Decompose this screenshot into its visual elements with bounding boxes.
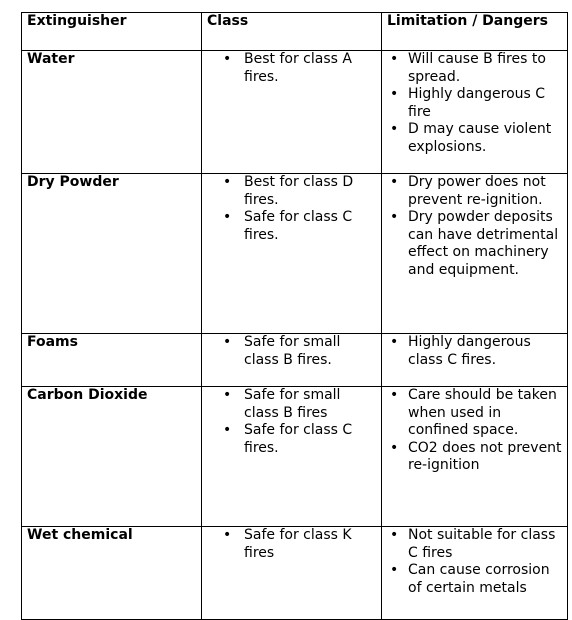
class-list-item: • Best for class A fires. <box>207 51 377 86</box>
header-row <box>22 13 568 51</box>
class-list-item: • Safe for class K fires <box>207 527 377 562</box>
limitation-list <box>387 174 563 279</box>
limitation-cell <box>382 174 568 334</box>
class-list <box>207 527 377 562</box>
extinguisher-name: Carbon Dioxide <box>22 387 202 527</box>
class-list <box>207 174 377 244</box>
class-cell <box>202 387 382 527</box>
limitation-list-item: • Highly dangerous class C fires. <box>387 334 563 369</box>
limitation-cell <box>382 51 568 174</box>
class-list-item: • Safe for class C fires. <box>207 422 377 457</box>
table-row <box>22 174 568 334</box>
limitation-list <box>387 527 563 597</box>
class-cell <box>202 51 382 174</box>
limitation-cell <box>382 387 568 527</box>
table-row <box>22 527 568 620</box>
class-cell <box>202 174 382 334</box>
extinguisher-table <box>21 12 568 620</box>
limitation-list <box>387 51 563 156</box>
limitation-list-item: • Dry powder deposits can have detrimental effect on machinery and equipment. <box>387 209 563 279</box>
limitation-list-item: • Will cause B fires to spread. <box>387 51 563 86</box>
class-cell <box>202 527 382 620</box>
extinguisher-name: Water <box>22 51 202 174</box>
limitation-list-item: • Not suitable for class C fires <box>387 527 563 562</box>
class-list-item: • Best for class D fires. <box>207 174 377 209</box>
extinguisher-name: Wet chemical <box>22 527 202 620</box>
header-class: Class <box>202 13 382 51</box>
extinguisher-name: Foams <box>22 334 202 387</box>
limitation-cell <box>382 334 568 387</box>
limitation-list <box>387 387 563 475</box>
class-list-item: • Safe for small class B fires. <box>207 334 377 369</box>
class-list-item: • Safe for small class B fires <box>207 387 377 422</box>
class-list <box>207 334 377 369</box>
class-list <box>207 387 377 457</box>
limitation-list <box>387 334 563 369</box>
limitation-cell <box>382 527 568 620</box>
limitation-list-item: • Highly dangerous C fire <box>387 86 563 121</box>
table-row <box>22 387 568 527</box>
header-extinguisher: Extinguisher <box>22 13 202 51</box>
class-list-item: • Safe for class C fires. <box>207 209 377 244</box>
header-limitation-dangers: Limitation / Dangers <box>382 13 568 51</box>
limitation-list-item: • CO2 does not prevent re-ignition <box>387 440 563 475</box>
table-row <box>22 334 568 387</box>
extinguisher-name: Dry Powder <box>22 174 202 334</box>
limitation-list-item: • D may cause violent explosions. <box>387 121 563 156</box>
class-cell <box>202 334 382 387</box>
table-row <box>22 51 568 174</box>
class-list <box>207 51 377 86</box>
limitation-list-item: • Care should be taken when used in confined space. <box>387 387 563 440</box>
limitation-list-item: • Can cause corrosion of certain metals <box>387 562 563 597</box>
limitation-list-item: • Dry power does not prevent re-ignition. <box>387 174 563 209</box>
